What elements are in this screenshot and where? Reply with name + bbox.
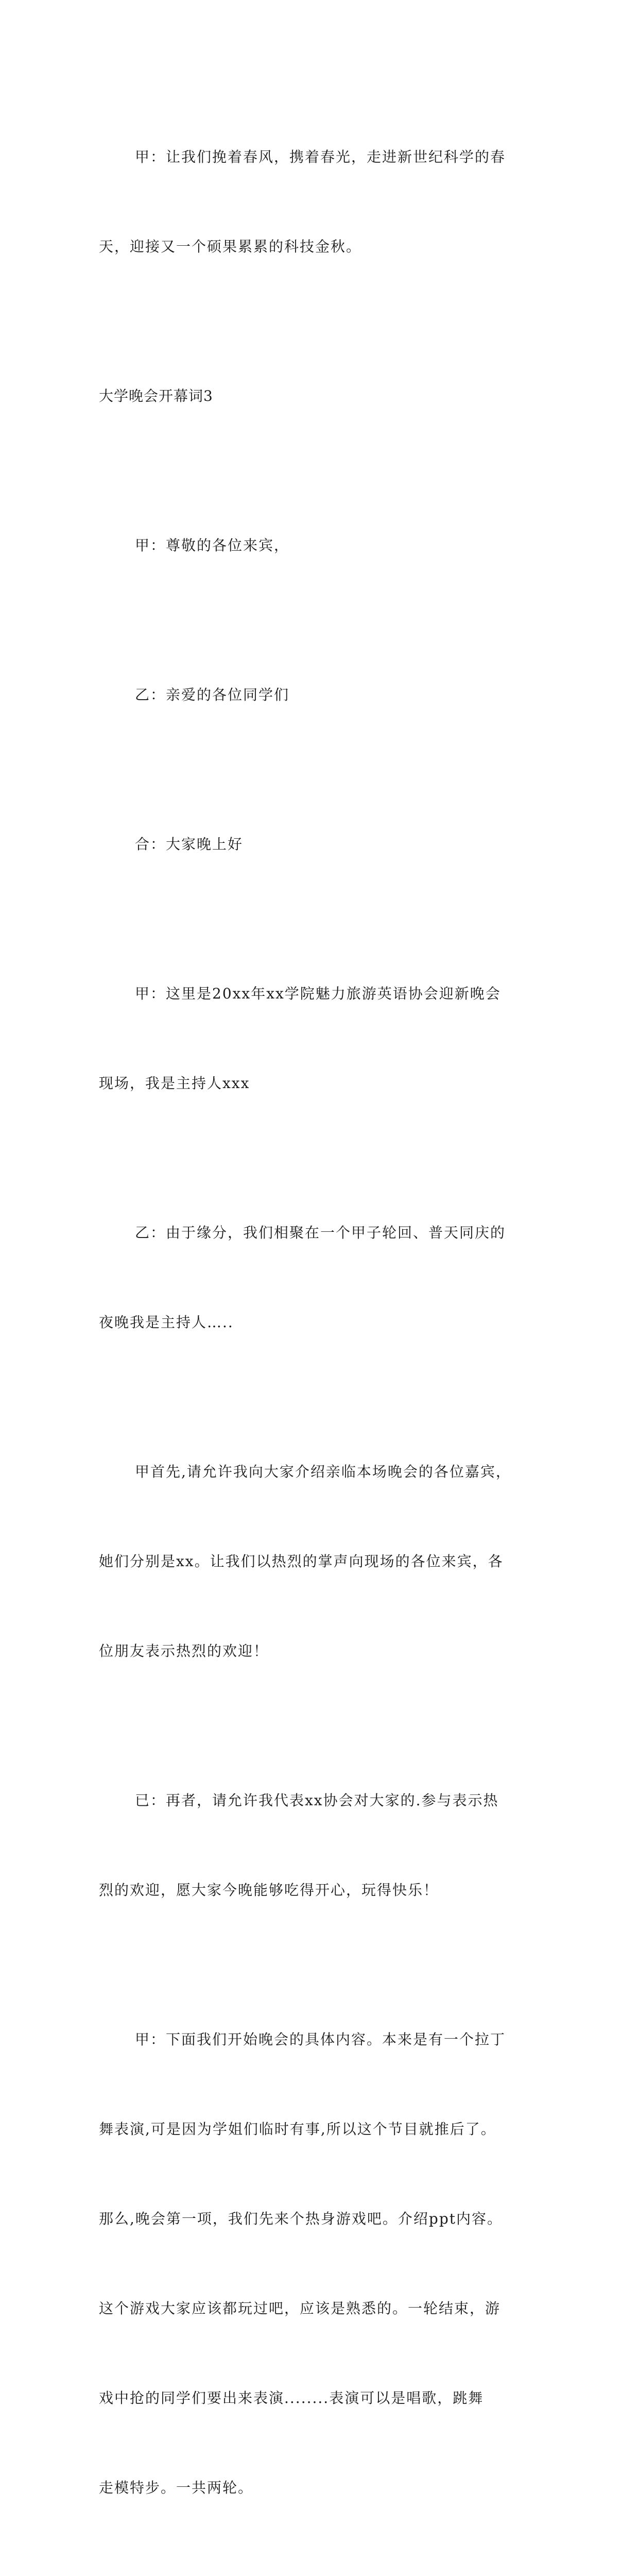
paragraph (99, 1158, 542, 1397)
paragraph (99, 471, 542, 620)
text-line: 甲：让我们挽着春风，携着春光，走进新世纪科学的春 (135, 148, 506, 165)
section-heading (99, 321, 542, 471)
text-line: 乙：亲爱的各位同学们 (135, 686, 290, 703)
document-body (99, 82, 542, 2576)
text-line: 合：大家晚上好 (135, 836, 244, 853)
paragraph (99, 1965, 542, 2563)
paragraph (99, 770, 542, 919)
text-line: 戏中抢的同学们要出来表演........表演可以是唱歌，跳舞 (99, 2389, 484, 2406)
paragraph (99, 919, 542, 1158)
text-line: 她们分别是xx。让我们以热烈的掌声向现场的各位来宾，各 (99, 1553, 504, 1570)
text-line: 烈的欢迎，愿大家今晚能够吃得开心，玩得快乐！ (99, 1882, 439, 1899)
text-line: 天，迎接又一个硕果累累的科技金秋。 (99, 238, 362, 255)
text-line: 舞表演,可是因为学姐们临时有事,所以这个节目就推后了。 (99, 2121, 496, 2138)
text-line: 那么,晚会第一项，我们先来个热身游戏吧。介绍ppt内容。 (99, 2210, 503, 2227)
text-line: 乙：由于缘分，我们相聚在一个甲子轮回、普天同庆的 (135, 1224, 506, 1241)
paragraph (99, 1397, 542, 1726)
paragraph (99, 82, 542, 321)
text-line: 位朋友表示热烈的欢迎！ (99, 1642, 269, 1659)
text-line: 甲首先,请允许我向大家介绍亲临本场晚会的各位嘉宾， (135, 1463, 511, 1480)
paragraph (99, 1726, 542, 1965)
text-line: 这个游戏大家应该都玩过吧，应该是熟悉的。一轮结束，游 (99, 2300, 501, 2317)
paragraph (99, 620, 542, 770)
text-line: 已：再者，请允许我代表xx协会对大家的.参与表示热 (135, 1792, 499, 1809)
text-line: 现场，我是主持人xxx (99, 1075, 250, 1092)
text-line: 夜晚我是主持人….. (99, 1314, 234, 1331)
text-line: 走模特步。一共两轮。 (99, 2479, 254, 2496)
heading-text: 大学晚会开幕词3 (99, 387, 213, 404)
text-line: 甲：尊敬的各位来宾， (135, 537, 290, 554)
text-line: 甲：这里是20xx年xx学院魅力旅游英语协会迎新晚会 (135, 985, 501, 1002)
paragraph (99, 2563, 542, 2576)
text-line: 甲：下面我们开始晚会的具体内容。本来是有一个拉丁 (135, 2031, 506, 2048)
